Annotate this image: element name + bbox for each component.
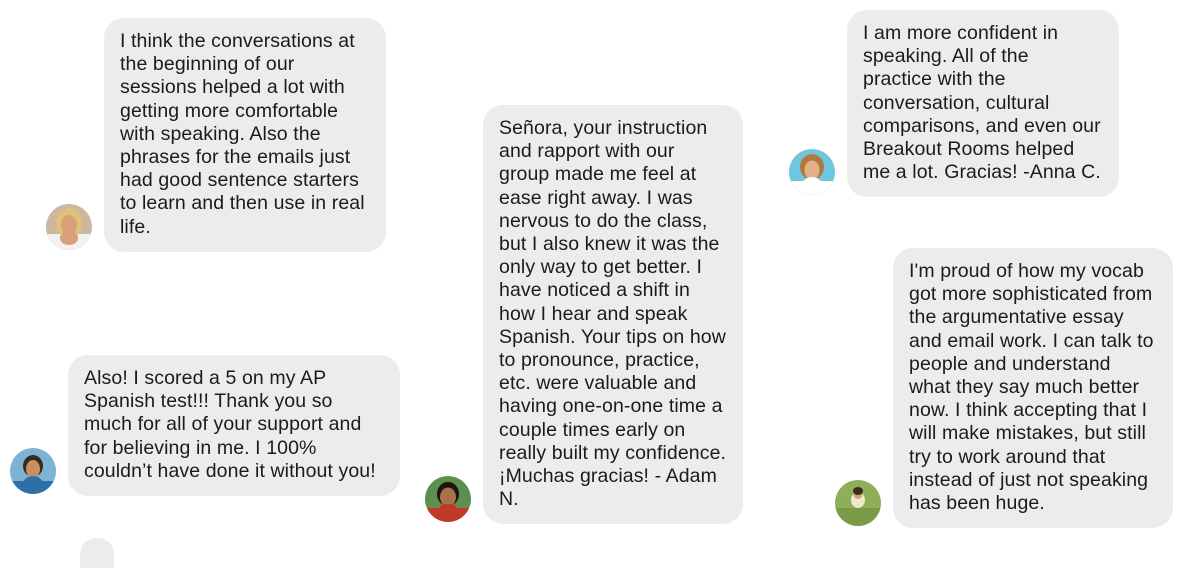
partial-bubble-below	[80, 538, 114, 568]
testimonial-item	[10, 355, 400, 496]
testimonial-text: I think the conversations at the beginning of our sessions helped a lot with getting more comfortable with speaking. Also the phrases for the emails just had good sentence starters to learn and then use in real life.	[104, 18, 386, 252]
testimonial-item	[835, 248, 1173, 528]
testimonial-text: Also! I scored a 5 on my AP Spanish test!!! Thank you so much for all of your support and for believing in me. I 100% couldn’t have done it without you!	[68, 355, 400, 496]
testimonial-text: Señora, your instruction and rapport with our group made me feel at ease right away. I was nervous to do the class, but I also knew it was the only way to get better. I have noticed a shift in how I hear and speak Spanish. Your tips on how to pronounce, practice, etc. were valuable and having one-on-one time a couple times early on really built my confidence. ¡Muchas gracias! - Adam N.	[483, 105, 743, 524]
avatar-person-outdoors	[10, 448, 56, 494]
testimonial-item	[789, 10, 1119, 197]
avatar-man-smiling	[425, 476, 471, 522]
testimonial-text: I am more confident in speaking. All of the practice with the conversation, cultural comparisons, and even our Breakout Rooms helped me a lot. Gracias! -Anna C.	[847, 10, 1119, 197]
avatar-person-field	[835, 480, 881, 526]
avatar-woman-sky	[789, 149, 835, 195]
testimonial-item	[46, 18, 386, 252]
testimonial-text: I'm proud of how my vocab got more sophisticated from the argumentative essay and email work. I can talk to people and understand what they say much better now. I think accepting that I will make mistakes, but still try to work around that instead of just not speaking has been huge.	[893, 248, 1173, 528]
avatar-woman-blonde	[46, 204, 92, 250]
testimonial-item	[425, 105, 743, 524]
